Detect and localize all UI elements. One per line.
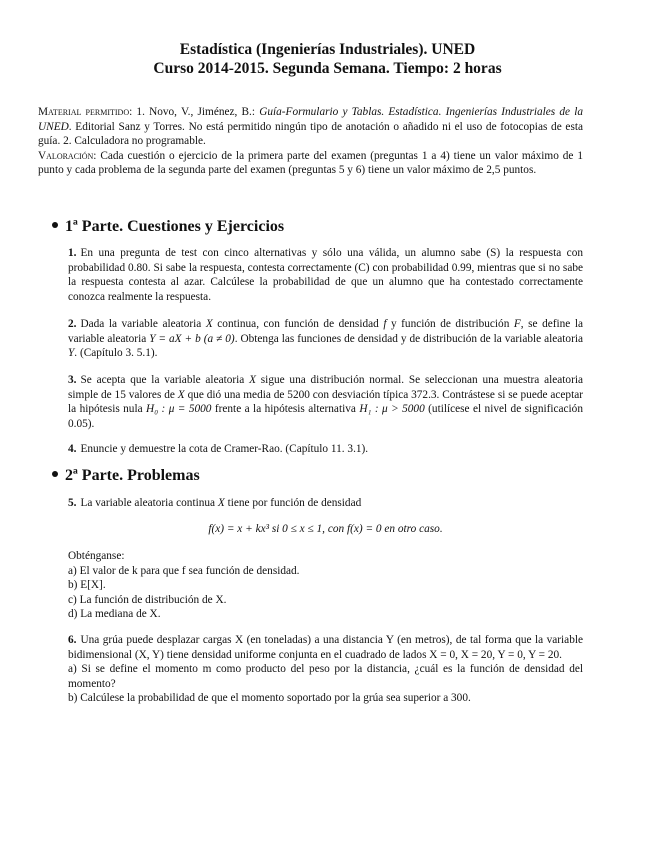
question-2-var-y: Y — [68, 347, 75, 360]
part1-heading-text: 1ª Parte. Cuestiones y Ejercicios — [65, 218, 285, 235]
question-3-alt-hypothesis: H₁ : μ > 5000 — [359, 403, 425, 416]
question-4 — [68, 442, 583, 457]
question-1 — [68, 246, 583, 304]
material-text-post: . Editorial Sanz y Torres. No está permitido ningún tipo de anotación o añadido ni el uso de fotocopias de esta guía. 2. Calculadora no programable. — [38, 120, 583, 148]
question-5-item-a: a) El valor de k para que f sea función de densidad. — [68, 564, 300, 577]
instructions-block — [38, 105, 583, 178]
question-4-text: Enuncie y demuestre la cota de Cramer-Rao. (Capítulo 11. 3.1). — [80, 443, 369, 455]
question-6-statement — [68, 633, 583, 662]
valoracion-paragraph — [38, 149, 583, 178]
question-3-null-hypothesis: H₀ : μ = 5000 — [146, 403, 212, 416]
material-text-pre: : 1. Novo, V., Jiménez, B.: — [129, 106, 260, 118]
valoracion-label: Valoración — [38, 149, 94, 162]
question-2-y-expression: Y = aX + b (a ≠ 0) — [149, 332, 235, 345]
question-2-text-4: , se define la variable aleatoria — [68, 318, 583, 345]
question-2-var-x: X — [205, 318, 213, 330]
question-6-text: Una grúa puede desplazar cargas X (en toneladas) a una distancia Y (en metros), de tal forma que la variable bidimensional (X, Y) tiene densidad uniforme conjunta en el cuadrado de lados X = 0, X = 20, Y = 0, Y = 20. — [68, 634, 583, 661]
question-5-item-b: b) E[X]. — [68, 579, 106, 592]
material-book-title: Guía-Formulario y Tablas. Estadística. Ingenierías Industriales de la UNED — [38, 106, 583, 133]
exam-title-line1: Estadística (Ingenierías Industriales). UNED — [179, 41, 476, 58]
question-3-text-5: (utilícese el nivel de significación 0.05). — [68, 403, 583, 430]
question-3-number: 3. — [68, 374, 77, 386]
bullet-icon — [52, 471, 58, 477]
question-2-var-F: F — [513, 318, 521, 330]
question-6 — [68, 633, 583, 706]
question-5-formula — [68, 522, 583, 536]
question-6-number: 6. — [68, 634, 77, 646]
question-5-obtain: Obténganse: — [68, 550, 125, 562]
question-2-text-3: y función de distribución — [386, 318, 514, 330]
question-2-text-6: . (Capítulo 3. 5.1). — [74, 347, 158, 360]
part1-heading — [52, 217, 284, 237]
question-5-number: 5. — [68, 497, 77, 509]
bullet-icon — [52, 222, 58, 228]
question-5-text-1: La variable aleatoria continua — [80, 497, 218, 509]
question-1-text: En una pregunta de test con cinco alternativas y sólo una válida, un alumno sabe (S) la respuesta con probabilidad 0.80. Si sabe la respuesta, contesta correctamente (C) con probabilidad 0.99, mientras que si no sabe la respuesta contesta al azar. Calcúlese la probabilidad de que un alumno que ha contestado correctamente conozca realmente la respuesta. — [68, 247, 583, 303]
question-3-var-x: X — [249, 374, 256, 386]
part2-heading-text: 2ª Parte. Problemas — [65, 467, 200, 484]
question-2-var-f: f — [383, 318, 387, 330]
material-paragraph — [38, 105, 583, 149]
question-2-number: 2. — [68, 318, 77, 330]
question-5-var-x: X — [217, 497, 225, 509]
question-5-item-c: c) La función de distribución de X. — [68, 593, 227, 606]
question-3-var-x2: X — [177, 388, 185, 401]
question-4-number: 4. — [68, 443, 77, 455]
question-6-item-a: a) Si se define el momento m como producto del peso por la distancia, ¿cuál es la función de densidad del momento? — [68, 663, 583, 690]
question-3 — [68, 373, 583, 431]
question-2-text-1: Dada la variable aleatoria — [80, 318, 206, 330]
exam-title-line2: Curso 2014-2015. Segunda Semana. Tiempo: 2 horas — [153, 60, 502, 77]
valoracion-text: : Cada cuestión o ejercicio de la primera parte del examen (preguntas 1 a 4) tiene un valor máximo de 1 punto y cada problema de la segunda parte del examen (preguntas 5 y 6) tiene un valor máximo de 2,5 puntos. — [38, 149, 583, 177]
question-1-number: 1. — [68, 247, 77, 259]
question-5-text-2: tiene por función de densidad — [224, 497, 362, 509]
question-2-text-5: . Obtenga las funciones de densidad y de distribución de la variable aleatoria — [234, 332, 583, 345]
part2-heading — [52, 466, 200, 486]
question-6-item-b: b) Calcúlese la probabilidad de que el momento soportado por la grúa sea superior a 300. — [68, 692, 471, 705]
question-2 — [68, 317, 583, 361]
question-3-text-1: Se acepta que la variable aleatoria — [80, 374, 250, 386]
question-5-item-d: d) La mediana de X. — [68, 608, 161, 621]
question-3-text-3: que dió una media de 5200 con desviación típica 372.3. Contrástese si se puede aceptar la hipótesis nula — [68, 388, 583, 416]
question-5 — [68, 496, 583, 511]
material-label: Material permitido — [38, 106, 130, 118]
question-3-text-4: frente a la hipótesis alternativa — [211, 403, 360, 416]
question-3-text-2: sigue una distribución normal. Se seleccionan una muestra aleatoria simple de 15 valores de — [68, 374, 583, 401]
question-5-items — [68, 549, 583, 622]
question-2-text-2: continua, con función de densidad — [212, 318, 384, 330]
density-formula: f(x) = x + kx³ si 0 ≤ x ≤ 1, con f(x) = 0 en otro caso. — [208, 523, 443, 535]
